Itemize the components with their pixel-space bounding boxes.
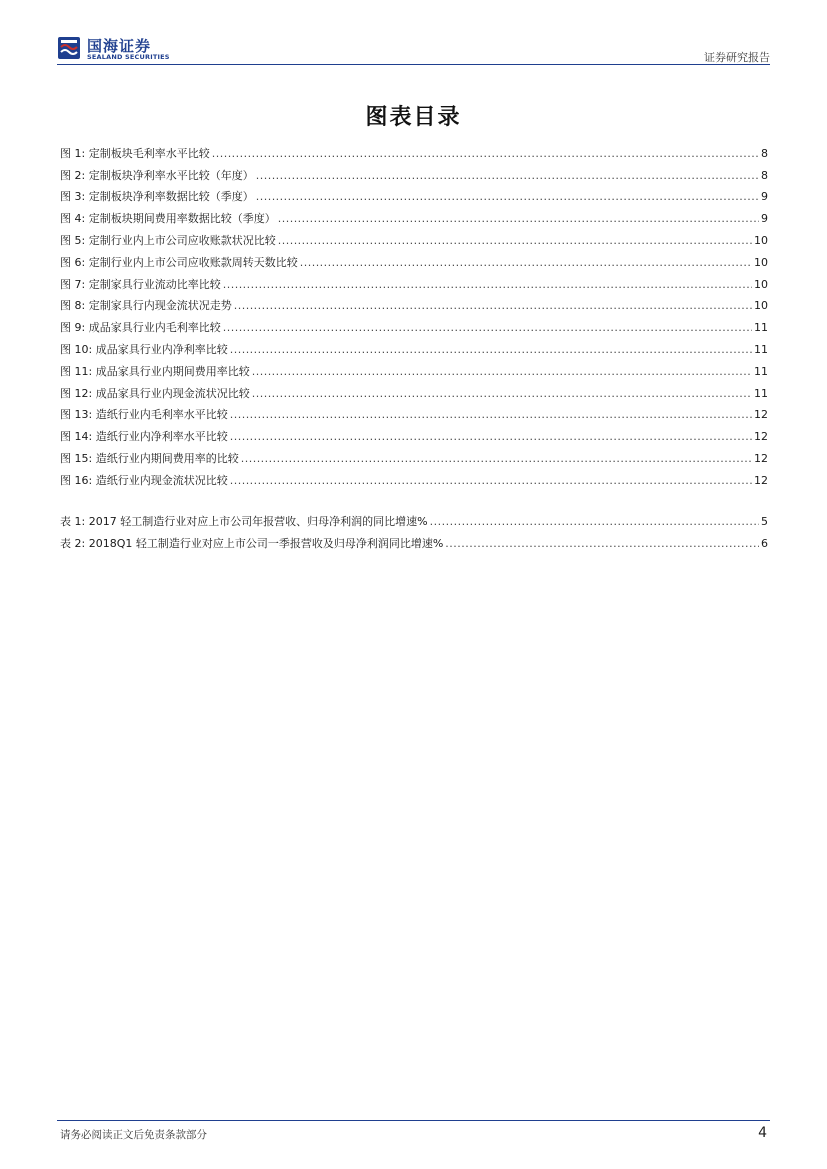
toc-entry-label: 图 2: 定制板块净利率水平比较（年度） xyxy=(60,168,254,182)
toc-entry-figure-5[interactable] xyxy=(60,226,768,248)
toc-entry-figure-2[interactable] xyxy=(60,161,768,183)
logo-chinese-name: 国海证券 xyxy=(87,37,152,55)
toc-entry-figure-1[interactable] xyxy=(60,139,768,161)
toc-entry-page: 8 xyxy=(761,146,768,160)
toc-entry-figure-3[interactable] xyxy=(60,183,768,205)
toc-entry-label: 图 3: 定制板块净利率数据比较（季度） xyxy=(60,190,254,204)
toc-entry-page: 8 xyxy=(761,168,768,182)
toc-leader-dots xyxy=(230,474,752,488)
page-header xyxy=(57,34,770,64)
page-title: 图表目录 xyxy=(365,104,462,130)
toc-leader-dots xyxy=(241,452,752,466)
header-divider xyxy=(57,64,770,65)
toc-entry-label: 图 7: 定制家具行业流动比率比较 xyxy=(60,277,221,291)
toc-entry-figure-15[interactable] xyxy=(60,444,768,466)
toc-entry-figure-14[interactable] xyxy=(60,422,768,444)
toc-entry-label: 图 15: 造纸行业内期间费用率的比较 xyxy=(60,451,239,465)
toc-entry-label: 图 9: 成品家具行业内毛利率比较 xyxy=(60,321,221,335)
toc-entry-figure-6[interactable] xyxy=(60,248,768,270)
toc-leader-dots xyxy=(230,343,752,357)
toc-entry-label: 图 16: 造纸行业内现金流状况比较 xyxy=(60,473,228,487)
toc-entry-label: 图 10: 成品家具行业内净利率比较 xyxy=(60,342,228,356)
toc-entry-page: 12 xyxy=(754,408,768,422)
toc-entry-label: 图 5: 定制行业内上市公司应收账款状况比较 xyxy=(60,233,276,247)
sealand-logo-icon xyxy=(57,36,81,60)
toc-entry-page: 9 xyxy=(761,212,768,226)
logo-english-name: SEALAND SECURITIES xyxy=(87,53,170,61)
toc-leader-dots xyxy=(300,256,752,270)
table-list xyxy=(60,507,768,551)
toc-entry-page: 10 xyxy=(754,277,768,291)
toc-entry-page: 12 xyxy=(754,451,768,465)
toc-entry-table-1[interactable] xyxy=(60,507,768,529)
toc-entry-figure-9[interactable] xyxy=(60,313,768,335)
toc-leader-dots xyxy=(230,430,752,444)
footer-divider xyxy=(57,1120,770,1121)
toc-entry-label: 图 14: 造纸行业内净利率水平比较 xyxy=(60,430,228,444)
toc-entry-figure-4[interactable] xyxy=(60,204,768,226)
report-type-label: 证券研究报告 xyxy=(704,51,770,64)
page-number: 4 xyxy=(758,1125,767,1141)
toc-entry-label: 图 13: 造纸行业内毛利率水平比较 xyxy=(60,408,228,422)
toc-entry-page: 11 xyxy=(754,342,768,356)
toc-entry-label: 图 6: 定制行业内上市公司应收账款周转天数比较 xyxy=(60,255,298,269)
toc-entry-page: 10 xyxy=(754,233,768,247)
toc-leader-dots xyxy=(278,234,752,248)
toc-entry-figure-7[interactable] xyxy=(60,270,768,292)
toc-leader-dots xyxy=(430,515,759,529)
toc-entry-label: 图 12: 成品家具行业内现金流状况比较 xyxy=(60,386,250,400)
toc-leader-dots xyxy=(234,299,752,313)
toc-entry-page: 12 xyxy=(754,473,768,487)
toc-entry-page: 11 xyxy=(754,386,768,400)
toc-entry-label: 表 1: 2017 轻工制造行业对应上市公司年报营收、归母净利润的同比增速% xyxy=(60,514,428,528)
toc-leader-dots xyxy=(256,169,759,183)
toc-entry-page: 12 xyxy=(754,430,768,444)
toc-entry-figure-8[interactable] xyxy=(60,292,768,314)
toc-entry-figure-11[interactable] xyxy=(60,357,768,379)
toc-entry-page: 11 xyxy=(754,364,768,378)
toc-leader-dots xyxy=(256,190,759,204)
toc-entry-figure-16[interactable] xyxy=(60,466,768,488)
toc-entry-label: 图 11: 成品家具行业内期间费用率比较 xyxy=(60,364,250,378)
disclaimer-note: 请务必阅读正文后免责条款部分 xyxy=(60,1129,207,1141)
toc-leader-dots xyxy=(252,387,752,401)
toc-leader-dots xyxy=(223,321,752,335)
toc-entry-figure-12[interactable] xyxy=(60,379,768,401)
toc-entry-figure-10[interactable] xyxy=(60,335,768,357)
toc-entry-page: 11 xyxy=(754,321,768,335)
toc-entry-label: 图 1: 定制板块毛利率水平比较 xyxy=(60,146,210,160)
toc-leader-dots xyxy=(212,147,759,161)
toc-entry-page: 9 xyxy=(761,190,768,204)
toc-leader-dots xyxy=(445,537,759,551)
toc-entry-label: 图 8: 定制家具行内现金流状况走势 xyxy=(60,299,232,313)
toc-leader-dots xyxy=(252,365,752,379)
toc-entry-page: 6 xyxy=(761,536,768,550)
toc-entry-page: 10 xyxy=(754,299,768,313)
toc-entry-table-2[interactable] xyxy=(60,529,768,551)
figure-list xyxy=(60,139,768,488)
toc-entry-page: 5 xyxy=(761,514,768,528)
toc-entry-page: 10 xyxy=(754,255,768,269)
toc-leader-dots xyxy=(230,408,752,422)
toc-entry-label: 表 2: 2018Q1 轻工制造行业对应上市公司一季报营收及归母净利润同比增速% xyxy=(60,536,444,550)
toc-entry-label: 图 4: 定制板块期间费用率数据比较（季度） xyxy=(60,212,276,226)
toc-leader-dots xyxy=(278,212,759,226)
toc-leader-dots xyxy=(223,278,752,292)
toc-entry-figure-13[interactable] xyxy=(60,401,768,423)
